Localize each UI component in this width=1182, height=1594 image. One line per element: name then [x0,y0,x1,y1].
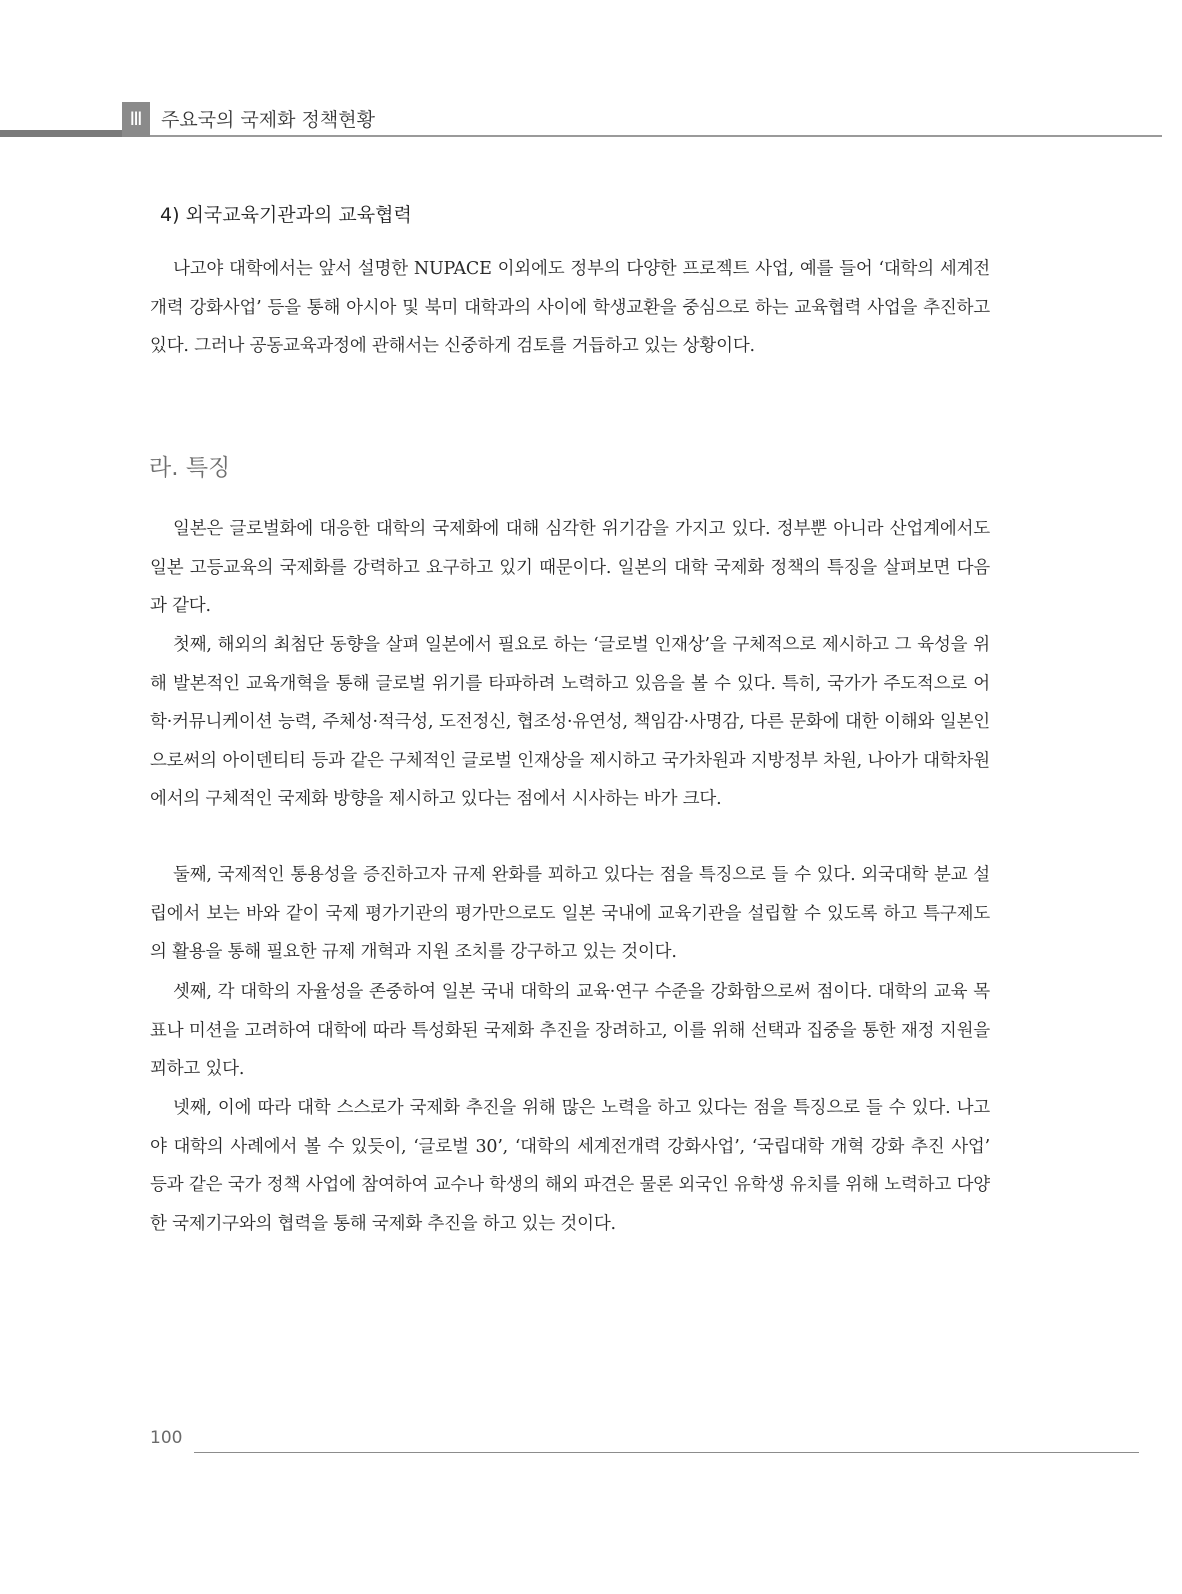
footer-rule [194,1452,1139,1453]
running-header-title: 주요국의 국제화 정책현황 [161,109,375,131]
subsection-heading: 4) 외국교육기관과의 교육협력 [160,204,412,226]
paragraph: 일본은 글로벌화에 대응한 대학의 국제화에 대해 심각한 위기감을 가지고 있다. 정부뿐 아니라 산업계에서도 일본 고등교육의 국제화를 강력하고 요구하고 있기 때문이다. 일본의 대학 국제화 정책의 특징을 살펴보면 다음과 같다. [150,519,990,616]
paragraph: 첫째, 해외의 최첨단 동향을 살펴 일본에서 필요로 하는 ‘글로벌 인재상’을 구체적으로 제시하고 그 육성을 위해 발본적인 교육개혁을 통해 글로벌 위기를 타파하려 노력하고 있음을 볼 수 있다. 특히, 국가가 주도적으로 어학·커뮤니케이션 능력, 주체성·적극성, 도전정신, 협조성·유연성, 책임감·사명감, 다른 문화에 대한 이해와 일본인으로써의 아이덴티티 등과 같은 구체적인 글로벌 인재상을 제시하고 국가차원과 지방정부 차원, 나아가 대학차원에서의 구체적인 국제화 방향을 제시하고 있다는 점에서 시사하는 바가 크다. [150,635,990,809]
paragraph: 둘째, 국제적인 통용성을 증진하고자 규제 완화를 꾀하고 있다는 점을 특징으로 들 수 있다. 외국대학 분교 설립에서 보는 바와 같이 국제 평가기관의 평가만으로도 일본 국내에 교육기관을 설립할 수 있도록 하고 특구제도의 활용을 통해 필요한 규제 개혁과 지원 조치를 강구하고 있는 것이다. [150,865,990,962]
page-number: 100 [150,1428,183,1448]
chapter-badge: Ⅲ [122,102,150,137]
running-header [0,102,1162,138]
header-rule [150,135,1162,137]
section-heading: 라. 특징 [149,455,231,481]
paragraph: 나고야 대학에서는 앞서 설명한 NUPACE 이외에도 정부의 다양한 프로젝트 사업, 예를 들어 ‘대학의 세계전개력 강화사업’ 등을 통해 아시아 및 북미 대학과의 사이에 학생교환을 중심으로 하는 교육협력 사업을 추진하고 있다. 그러나 공동교육과정에 관해서는 신중하게 검토를 거듭하고 있는 상황이다. [150,259,990,356]
header-bar [0,130,122,137]
paragraph: 셋째, 각 대학의 자율성을 존중하여 일본 국내 대학의 교육·연구 수준을 강화함으로써 점이다. 대학의 교육 목표나 미션을 고려하여 대학에 따라 특성화된 국제화 추진을 장려하고, 이를 위해 선택과 집중을 통한 재정 지원을 꾀하고 있다. [150,982,990,1079]
paragraph: 넷째, 이에 따라 대학 스스로가 국제화 추진을 위해 많은 노력을 하고 있다는 점을 특징으로 들 수 있다. 나고야 대학의 사례에서 볼 수 있듯이, ‘글로벌 30’, ‘대학의 세계전개력 강화사업’, ‘국립대학 개혁 강화 추진 사업’ 등과 같은 국가 정책 사업에 참여하여 교수나 학생의 해외 파견은 물론 외국인 유학생 유치를 위해 노력하고 다양한 국제기구와의 협력을 통해 국제화 추진을 하고 있는 것이다. [150,1098,990,1234]
